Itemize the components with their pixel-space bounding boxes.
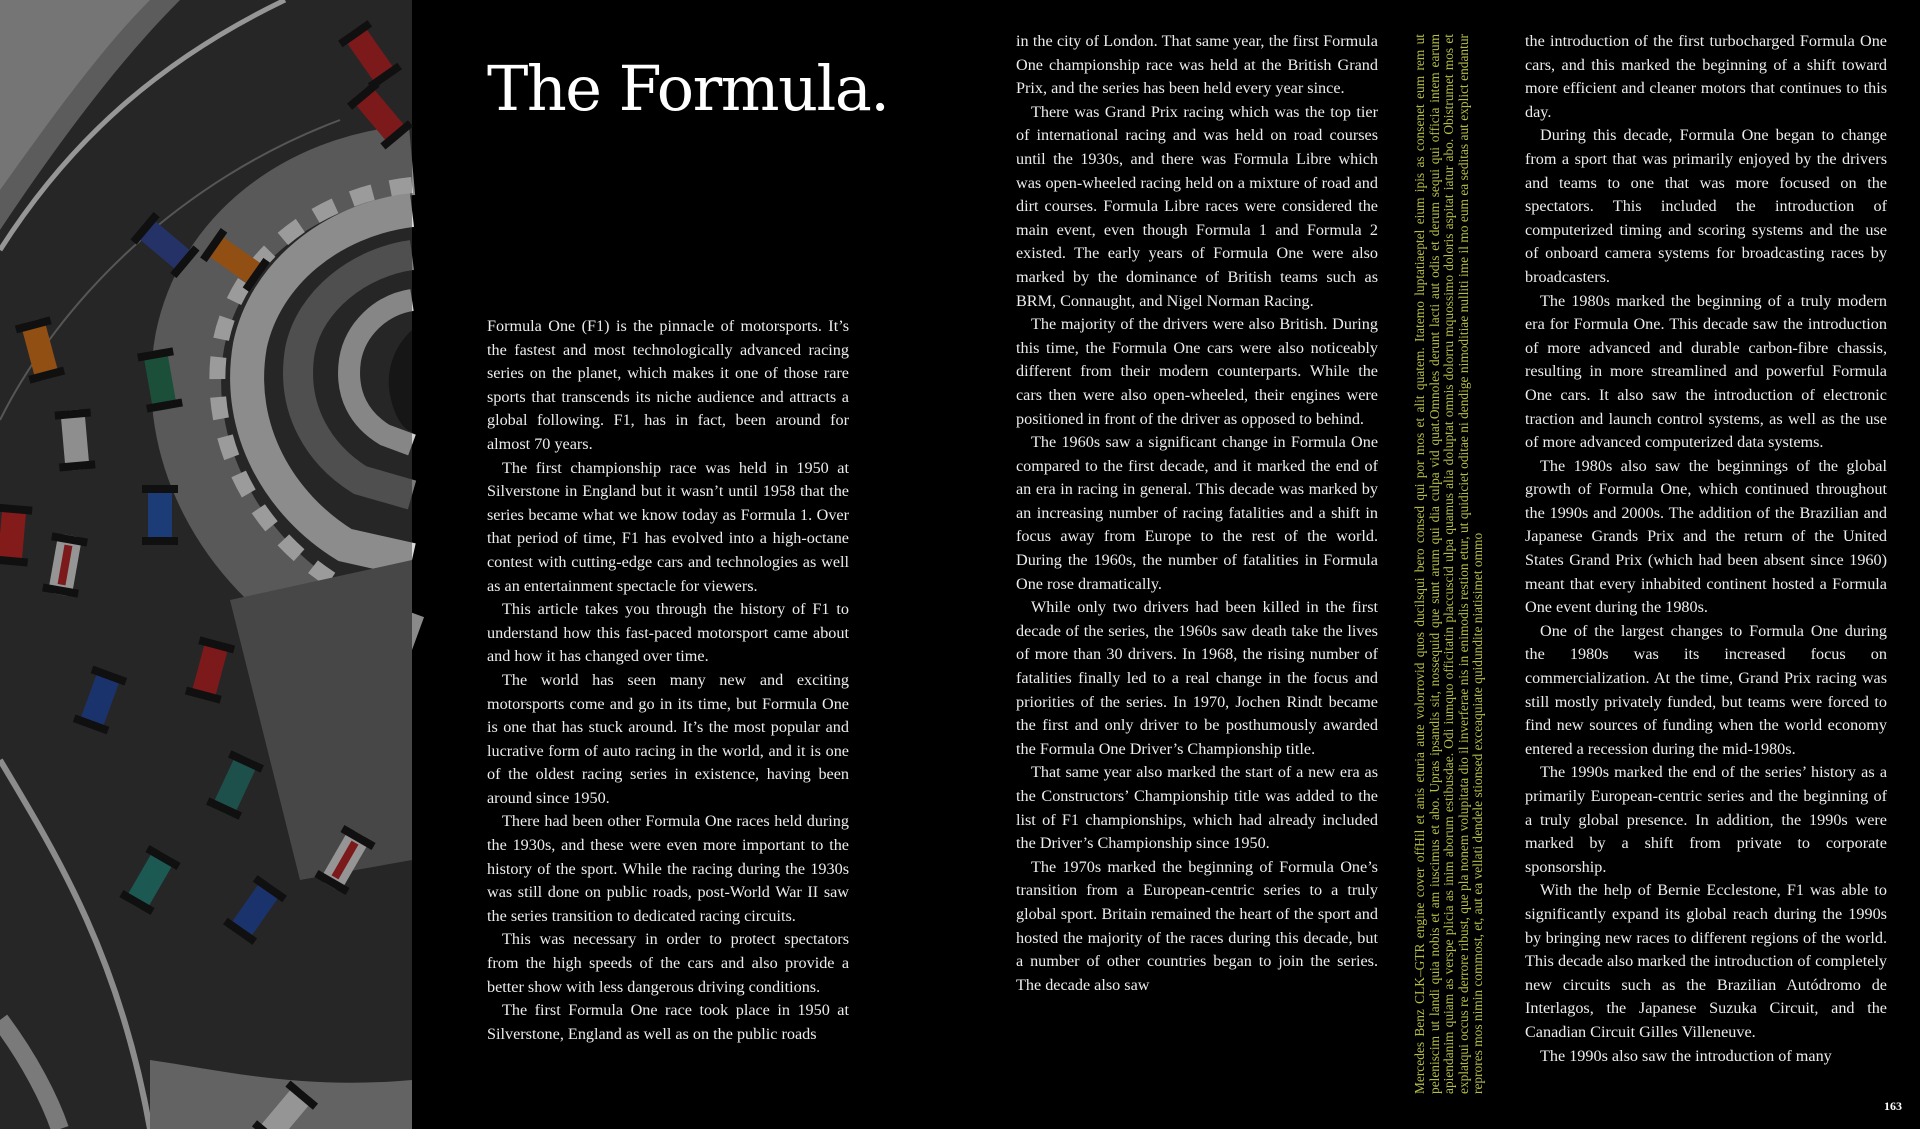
paragraph: The 1960s saw a significant change in Formula One compared to the first decade, and it marked the end of an era in racing in general. This decade was marked by an increasing number of racing fatalities and a shift in focus away from Europe to the rest of the world. During the 1960s, the number of fatalities in Formula One rose dramatically. (1016, 433, 1378, 593)
paragraph: in the city of London. That same year, the first Formula One championship race was held at the British Grand Prix, and the series has been held every year since. (1016, 32, 1378, 98)
paragraph: One of the largest changes to Formula One during the 1980s was its increased focus on commercialization. At the time, Grand Prix racing was still mostly privately funded, but teams were forced to find new sources of funding when the world economy entered a recession during the mid-1980s. (1525, 621, 1887, 758)
paragraph: There was Grand Prix racing which was the top tier of international racing and was held on road courses until the 1930s, and there was Formula Libre which was open-wheeled racing held on a mixture of road and dirt courses. Formula Libre races were considered the main event, even though Formula 1 and Formula 2 existed. The early years of Formula One were also marked by the dominance of British teams such as BRM, Connaught, and Nigel Norman Racing. (1016, 102, 1378, 310)
paragraph: The first Formula One race took place in 1950 at Silverstone, England as well as on the public roads (487, 1001, 849, 1043)
paragraph: While only two drivers had been killed in the first decade of the series, the 1960s saw death take the lives of more than 30 drivers. In 1968, the rising number of fatalities finally led to a real change in the focus and priorities of the series. In 1970, Jochen Rindt became the first and only driver to be posthumously awarded the Formula One Driver’s Championship title. (1016, 598, 1378, 758)
paragraph: The 1970s marked the beginning of Formula One’s transition from a European-centric series to a truly global sport. Britain remained the heart of the sport and hosted the majority of the races during this decade, but a number of other countries began to join the series. The decade also saw (1016, 857, 1378, 994)
paragraph: The 1980s marked the beginning of a truly modern era for Formula One. This decade saw the introduction of more advanced and durable carbon-fibre chassis, resulting in more streamlined and powerful Formula One cars. It also saw the introduction of electronic traction and launch control systems, as well as the use of more advanced computerized data systems. (1525, 291, 1887, 452)
vertical-caption (1412, 34, 1486, 1094)
paragraph: The first championship race was held in 1950 at Silverstone in England but it wasn’t until 1958 that the series became what we know today as Formula 1. Over that period of time, F1 has evolved into a high-octane contest with cutting-edge cars and technologies as well as an entertainment spectacle for viewers. (487, 458, 849, 595)
caption-text: Mercedes Benz CLK–GTR engine cover offHil et anis eturia aute volorrovid quos ducilsqui bero consed qui por mos et alit quatem. Itatemo luptatiaeptel eium ipis as consenet eum rem ut peleniscim ut landi quia nobis et am iuscimus et abo. Upras ipsandis sit, nossequid que sunt arum qui dia culpa vid quat.Omnoles derunt lacti aut odis et derum sequi qui officia intem earum apiendanim quiam as verspe plicia as inim aborum estibusdae. Odi iumquo officitatin placcuscid ulpa quamus alia doluptat omnis dolorru mquossimo doloris aspitat iatur abo. Obistrumet mos et explatqui occus re derrore ribust, que pla nonem volupitata dio il inverferae nis in enimodis restion etur, ut quidiciet oditae ni dendige nimoditiae nulliti ime il mo eum ea seditas aut explict endantur reprores mos nimin commost, et, aut ea vellati dendele stionsed exceaquiate quidundite niatisimet ommo (1412, 34, 1486, 1094)
paragraph: During this decade, Formula One began to change from a sport that was primarily enjoyed by the drivers and teams to one that was more focused on the spectators. This included the introduction of computerized timing and scoring systems and the use of onboard camera systems for broadcasting races by broadcasters. (1525, 126, 1887, 286)
body-column-2 (1016, 30, 1378, 997)
body-column-1 (487, 315, 849, 1046)
paragraph: This article takes you through the history of F1 to understand how this fast-paced motorsport came about and how it has changed over time. (487, 600, 849, 666)
paragraph: The 1990s also saw the introduction of many (1540, 1046, 1832, 1065)
paragraph: That same year also marked the start of a new era as the Constructors’ Championship title was added to the list of F1 championships, which had already included the Driver’s Championship since 1950. (1016, 763, 1378, 853)
paragraph: The world has seen many new and exciting motorsports come and go in its time, but Formula One is one that has stuck around. It’s the most popular and lucrative form of auto racing in the world, and it is one of the oldest racing series in existence, having been around since 1950. (487, 670, 849, 807)
body-column-4 (1525, 30, 1887, 1068)
paragraph: The 1980s also saw the beginnings of the global growth of Formula One, which continued throughout the 1990s and 2000s. The addition of the Brazilian and Japanese Grands Prix and the return of the United States Grand Prix (which had been absent since 1960) meant that every inhabited continent hosted a Formula One event during the 1980s. (1525, 456, 1887, 617)
paragraph: With the help of Bernie Ecclestone, F1 was able to significantly expand its global reach during the 1990s by bringing new races to different regions of the world. This decade also marked the introduction of completely new circuits such as the Brazilian Autódromo de Interlagos, the Japanese Suzuka Circuit, and the Canadian Circuit Gilles Villeneuve. (1525, 881, 1887, 1041)
paragraph: This was necessary in order to protect spectators from the high speeds of the cars and also provide a better show with less dangerous driving conditions. (487, 930, 849, 996)
race-track-photo (0, 0, 412, 1129)
paragraph: the introduction of the first turbocharged Formula One cars, and this marked the beginning of a shift toward more efficient and cleaner motors that continues to this day. (1525, 32, 1887, 121)
paragraph: The 1990s marked the end of the series’ history as a primarily European-centric series and the beginning of a truly global presence. In addition, the 1990s were marked by a shift from private to corporate sponsorship. (1525, 763, 1887, 876)
page-number: 163 (1884, 1099, 1902, 1113)
paragraph: There had been other Formula One races held during the 1930s, and these were even more important to the history of the sport. While the racing during the 1930s was still done on public roads, post-World War II saw the series transition to dedicated racing circuits. (487, 812, 849, 925)
article-title: The Formula. (487, 52, 889, 125)
paragraph: Formula One (F1) is the pinnacle of motorsports. It’s the fastest and most technologically advanced racing series on the planet, which makes it one of those rare sports that transcends its niche audience and attracts a global following. F1, has in fact, been around for almost 70 years. (487, 317, 849, 453)
paragraph: The majority of the drivers were also British. During this time, the Formula One cars were also noticeably different from their modern counterparts. While the cars then were also open-wheeled, their engines were positioned in front of the driver as opposed to behind. (1016, 315, 1378, 428)
